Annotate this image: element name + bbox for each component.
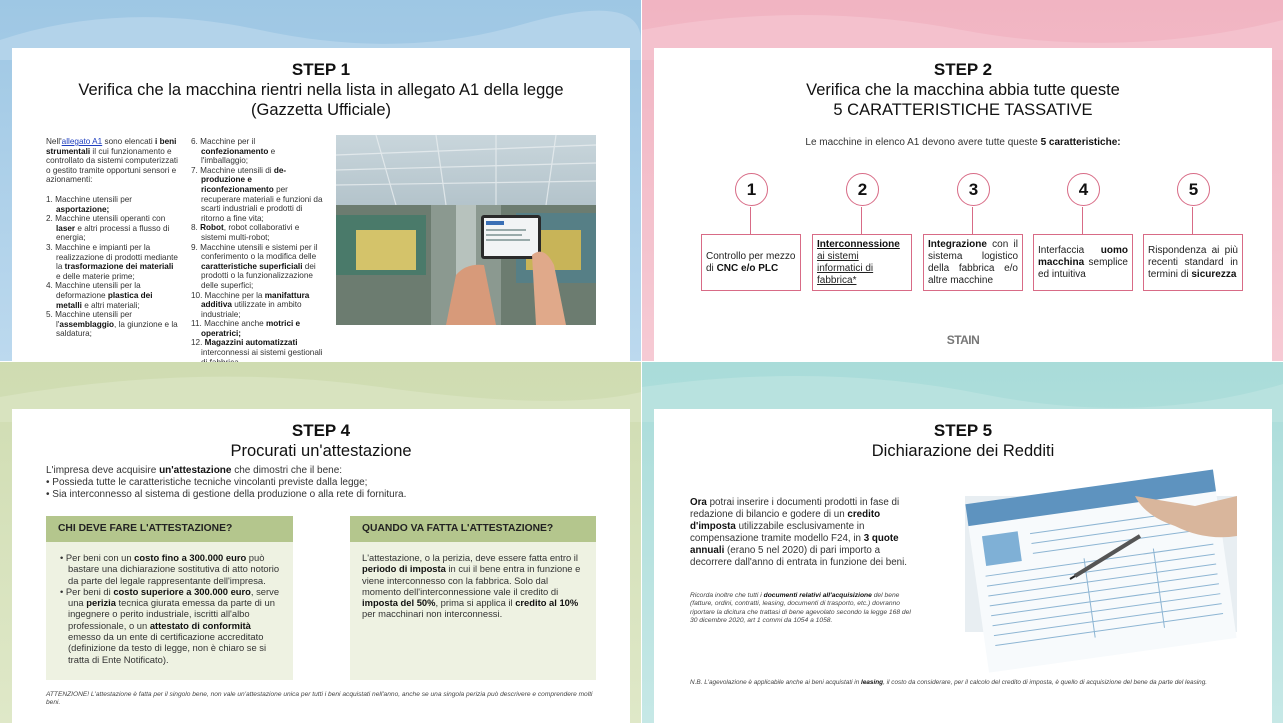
connector-line	[1082, 207, 1083, 234]
machine-item-4	[191, 243, 323, 291]
step1-title-line2: (Gazzetta Ufficiale)	[251, 101, 391, 119]
machine-item-2	[46, 214, 180, 243]
machine-item-n: 7.	[191, 165, 198, 175]
step1-list-left	[46, 195, 180, 339]
tax-form-photo	[965, 496, 1237, 632]
who-point-2: • Per beni di costo superiore a 300.000 euro, serve una perizia tecnica giurata emessa da parte di un ingegnere o perito industriale, iscritti all'albo professionale, o un attestato di conformità emesso da un ente di certificazione accreditato (definizione da testo di legge, non è chiaro se si tratta di Ente Notificato).	[60, 585, 280, 665]
p1-pre: Per beni con un	[65, 552, 135, 563]
p2-bold1: costo superiore a 300.000 euro	[113, 585, 251, 597]
machine-item-pre: Macchine per la	[204, 290, 265, 300]
p-mid1: potrai inserire i documenti prodotti in fase di redazione di bilancio e godere di un	[690, 497, 900, 521]
step1-label: STEP 1	[291, 60, 351, 79]
machine-item-n: 9.	[191, 242, 198, 252]
machine-item-pre: Macchine utensili e sistemi per il conferimento o la modifica delle	[200, 242, 318, 262]
machine-item-5	[191, 291, 323, 320]
machine-item-n: 12.	[191, 338, 203, 348]
p-bold2: credito d'imposta	[690, 509, 881, 533]
machine-item-2	[191, 166, 323, 224]
step2-intro	[654, 137, 1272, 148]
note-bold: documenti relativi all'acquisizione	[763, 592, 872, 599]
machine-item-b: confezionamento	[201, 146, 269, 156]
machine-item-b: caratteristiche superficiali	[201, 261, 303, 271]
connector-line	[861, 207, 862, 234]
machine-item-b: Robot	[200, 223, 224, 233]
step2-intro-bold: 5 caratteristiche:	[1040, 137, 1121, 148]
w-bold1: periodo di imposta	[362, 563, 446, 575]
p-bold1: Ora	[690, 497, 707, 508]
p2-mid2: tecnica giurata emessa da parte di un ingegnere o perito industriale, iscritti all'albo professionale, o un	[68, 597, 275, 631]
step4-label: STEP 4	[291, 421, 351, 440]
machine-item-3	[191, 223, 323, 242]
feature-box-2	[812, 234, 912, 291]
intro-bold: un'attestazione	[159, 465, 232, 476]
machine-item-5	[46, 310, 180, 339]
machine-item-n: 1.	[46, 194, 53, 204]
p2-bold2: perizia	[86, 597, 116, 609]
machine-item-post: utilizzate in ambito industriale;	[201, 300, 302, 319]
machine-item-post: per recuperare materiali e funzioni da scarti industriali e prodotti di ritorno a fine vita;	[201, 184, 323, 223]
bullet-2-text: Sia interconnesso al sistema di gestione della produzione o alla rete di fornitura.	[52, 489, 407, 500]
machine-item-b: plastica dei metalli	[56, 290, 153, 310]
machine-item-post: dei prodotti o la funzionalizzazione delle superfici;	[201, 261, 316, 290]
step2-panel	[642, 0, 1283, 361]
machine-item-post: interconnessi ai sistemi gestionali	[201, 348, 323, 358]
when-box-title: QUANDO VA FATTA L'ATTESTAZIONE?	[350, 516, 596, 542]
step5-title: Dichiarazione dei Redditi	[871, 442, 1055, 460]
machine-item-3	[46, 243, 180, 281]
feature-post: con il sistema logistico della fabbrica e/o altre macchine	[928, 238, 1018, 286]
machine-item-n: 3.	[46, 242, 53, 252]
w-pre: L'attestazione, o la perizia, deve essere fatta entro il	[362, 552, 578, 563]
who-point-1: • Per beni con un costo fino a 300.000 euro può bastare una dichiarazione sostitutiva di atto notorio da parte del legale rappresentante dell'impresa.	[60, 552, 280, 586]
feature-text	[706, 251, 796, 275]
machine-item-n: 5.	[46, 310, 53, 320]
feature-box-4	[1033, 234, 1133, 291]
step5-paragraph	[690, 497, 916, 570]
step5-note	[690, 592, 916, 626]
machine-item-pre: Macchine per il	[200, 137, 256, 146]
who-box-body	[46, 542, 293, 665]
step2-intro-text: Le macchine in elenco A1 devono avere tutte queste	[805, 137, 1041, 148]
feature-pre: Rispondenza ai più recenti standard in termini di	[1148, 244, 1238, 280]
p-mid2: utilizzabile esclusivamente in compensazione tramite modello F24, in	[690, 521, 865, 545]
who-box	[46, 516, 293, 680]
w-mid1: in cui il bene entra in funzione e viene interconnesso con la fabbrica. Solo dal momento dell'interconnessione vale il credito di	[362, 563, 581, 597]
step4-footnote: ATTENZIONE! L'attestazione è fatta per il singolo bene, non vale un'attestazione unica per tutti i beni acquistati nell'anno, anche se una singola perizia può descrivere e comprendere molti beni.	[46, 691, 593, 707]
machine-item-b: asportazione;	[56, 204, 110, 214]
machine-item-post: e delle materie prime;	[56, 271, 135, 281]
step5-card	[654, 409, 1272, 723]
bullet-1-text: Possieda tutte le caratteristiche tecniche vincolanti previste dalla legge;	[52, 477, 368, 488]
step4-intro	[46, 465, 616, 501]
machine-item-1	[46, 195, 180, 214]
feature-box-3	[923, 234, 1023, 291]
machine-item-n: 2.	[46, 214, 53, 224]
machine-item-b: laser	[56, 223, 76, 233]
step4-card	[12, 409, 630, 723]
feature-post: ai sistemi informatici di fabbrica*	[817, 250, 874, 286]
step1-intro	[46, 137, 180, 185]
machine-item-post: e altri materiali;	[81, 300, 140, 310]
step2-card	[654, 48, 1272, 361]
step1-panel	[0, 0, 641, 361]
step5-panel	[642, 362, 1283, 723]
step4-title: Procurati un'attestazione	[230, 442, 412, 460]
connector-line	[750, 207, 751, 234]
step2-title-line1: Verifica che la macchina abbia tutte queste	[806, 81, 1120, 99]
machine-item-4	[46, 281, 180, 310]
step5-nb	[690, 679, 1250, 687]
bullet-2: • Sia interconnesso al sistema di gestione della produzione o alla rete di fornitura.	[46, 489, 407, 500]
machine-item-n: 11.	[191, 319, 202, 329]
machine-item-pre: Macchine utensili operanti con	[55, 214, 166, 224]
machine-item-b: manifattura additiva	[201, 290, 310, 310]
p2-mid1: , serve una	[68, 585, 280, 609]
p-bold3: 3 quote annuali	[690, 533, 899, 557]
machine-item-n: 6.	[191, 137, 198, 146]
step4-panel	[0, 362, 641, 723]
p1-post: può bastare una dichiarazione sostitutiva di atto notorio da parte del legale rappresentante dell'impresa.	[68, 552, 280, 586]
feature-number-5: 5	[1177, 173, 1210, 206]
feature-b: Integrazione	[928, 238, 987, 250]
connector-line	[1192, 207, 1193, 234]
intro-bold: i beni strumentali	[46, 137, 177, 156]
who-box-title: CHI DEVE FARE L'ATTESTAZIONE?	[46, 516, 293, 542]
step1-right-column	[191, 137, 323, 367]
p1-bold: costo fino a 300.000 euro	[134, 552, 247, 563]
machine-item-pre: Macchine utensili di	[200, 165, 274, 175]
when-box-body	[350, 542, 596, 620]
machine-item-pre: Macchine utensili per l'	[55, 310, 133, 329]
w-mid2: , prima si applica il	[435, 597, 516, 609]
machine-item-n: 8.	[191, 223, 198, 233]
feature-text	[817, 239, 907, 287]
note-post: del bene (fatture, ordini, contratti, leasing, documenti di trasporto, etc.) dovranno riportare la dicitura che trattasi di bene agevolato secondo la legge 168 del 30 dicembre 2020, art 1 commi da 1054 a 1058.	[690, 592, 911, 625]
step1-card	[12, 48, 630, 361]
feature-post: semplice ed intuitiva	[1038, 256, 1128, 280]
feature-b: uomo macchina	[1038, 244, 1128, 268]
machine-item-b: Magazzini automatizzati	[204, 338, 298, 348]
machine-item-b: motrici e operatrici;	[201, 319, 301, 338]
step1-left-column	[46, 137, 180, 339]
nb-bold: leasing	[861, 679, 884, 686]
note-pre: Ricorda inoltre che tutti i	[690, 592, 764, 599]
machine-item-pre: Macchine utensili per	[55, 194, 133, 204]
machine-item-n: 4.	[46, 281, 53, 291]
allegato-a1-link[interactable]: allegato A1	[61, 137, 103, 146]
feature-text	[1148, 245, 1238, 281]
feature-text	[1038, 245, 1128, 281]
step1-title-line1: Verifica che la macchina rientri nella lista in allegato A1 della legge	[78, 81, 564, 99]
w-post: per macchinari non interconnessi.	[362, 608, 503, 620]
machine-item-pre: Macchine e impianti per la realizzazione di prodotti mediante la	[55, 242, 178, 272]
feature-b: Interconnessione	[817, 238, 900, 250]
machine-item-post: e altri processi a flusso di energia;	[56, 223, 170, 243]
machine-item-pre: Macchine utensili per la deformazione	[55, 281, 141, 300]
machine-item-b: trasformazione dei materiali	[64, 262, 174, 272]
feature-number-3: 3	[957, 173, 990, 206]
machine-item-n: 10.	[191, 290, 203, 300]
feature-box-1	[701, 234, 801, 291]
machine-item-b: de-produzione e riconfezionamento	[201, 165, 287, 194]
feature-b: CNC e/o PLC	[716, 262, 779, 274]
machine-item-post: e l'imballaggio;	[201, 146, 276, 166]
machine-item-1	[191, 137, 323, 166]
feature-number-4: 4	[1067, 173, 1100, 206]
feature-pre: Interfaccia	[1038, 244, 1101, 256]
stain-logo: STAIN	[946, 333, 980, 347]
feature-b: sicurezza	[1191, 268, 1237, 280]
intro-pre: Nell'	[46, 137, 62, 146]
machine-item-6	[191, 319, 323, 338]
nb-pre: N.B. L'agevolazione è applicabile anche ai beni acquistati in	[690, 679, 862, 686]
feature-box-5	[1143, 234, 1243, 291]
feature-text	[928, 239, 1018, 287]
w-bold3: credito al 10%	[515, 597, 579, 609]
step4-intro-line	[46, 465, 616, 477]
intro-post: che dimostri che il bene:	[231, 465, 343, 476]
bullet-1: • Possieda tutte le caratteristiche tecniche vincolanti previste dalla legge;	[46, 477, 368, 488]
machine-item-pre: Macchine anche	[204, 319, 266, 329]
p-post: (erano 5 nel 2020) di pari importo a decorrere dall'anno di entrata in funzione dei beni.	[690, 545, 908, 569]
p2-pre: Per beni di	[65, 585, 114, 597]
when-box	[350, 516, 596, 680]
p2-bold3: attestato di conformità	[149, 619, 251, 631]
w-bold2: imposta del 50%	[362, 597, 436, 609]
connector-line	[972, 207, 973, 234]
intro-pre: L'impresa deve acquisire	[46, 465, 160, 476]
feature-pre: Controllo per mezzo di	[706, 250, 796, 274]
intro-rest: il cui funzionamento e controllato da sistemi computerizzati o gestito tramite opportuni sensori e azionamenti:	[46, 146, 178, 185]
intro-mid: sono elencati	[102, 137, 156, 146]
feature-number-1: 1	[735, 173, 768, 206]
feature-number-2: 2	[846, 173, 879, 206]
p2-post: emesso da un ente di certificazione accreditato (definizione da testo di legge, non è chiaro se si tratta di Ente Notificato).	[68, 631, 267, 665]
machine-item-post: , la giunzione e la saldatura;	[56, 319, 178, 339]
nb-post: , il costo da considerare, per il calcolo del credito di imposta, è quello di acquisizione del bene da parte del leasing.	[883, 679, 1208, 686]
step1-list-right	[191, 137, 323, 367]
step2-label: STEP 2	[933, 60, 993, 79]
machine-item-b: assemblaggio	[59, 319, 114, 329]
factory-tablet-photo	[336, 135, 596, 325]
step5-label: STEP 5	[933, 421, 993, 440]
step2-title-line2: 5 CARATTERISTICHE TASSATIVE	[833, 101, 1093, 119]
machine-item-post: , robot collaborativi e sistemi multi-robot;	[201, 223, 300, 242]
